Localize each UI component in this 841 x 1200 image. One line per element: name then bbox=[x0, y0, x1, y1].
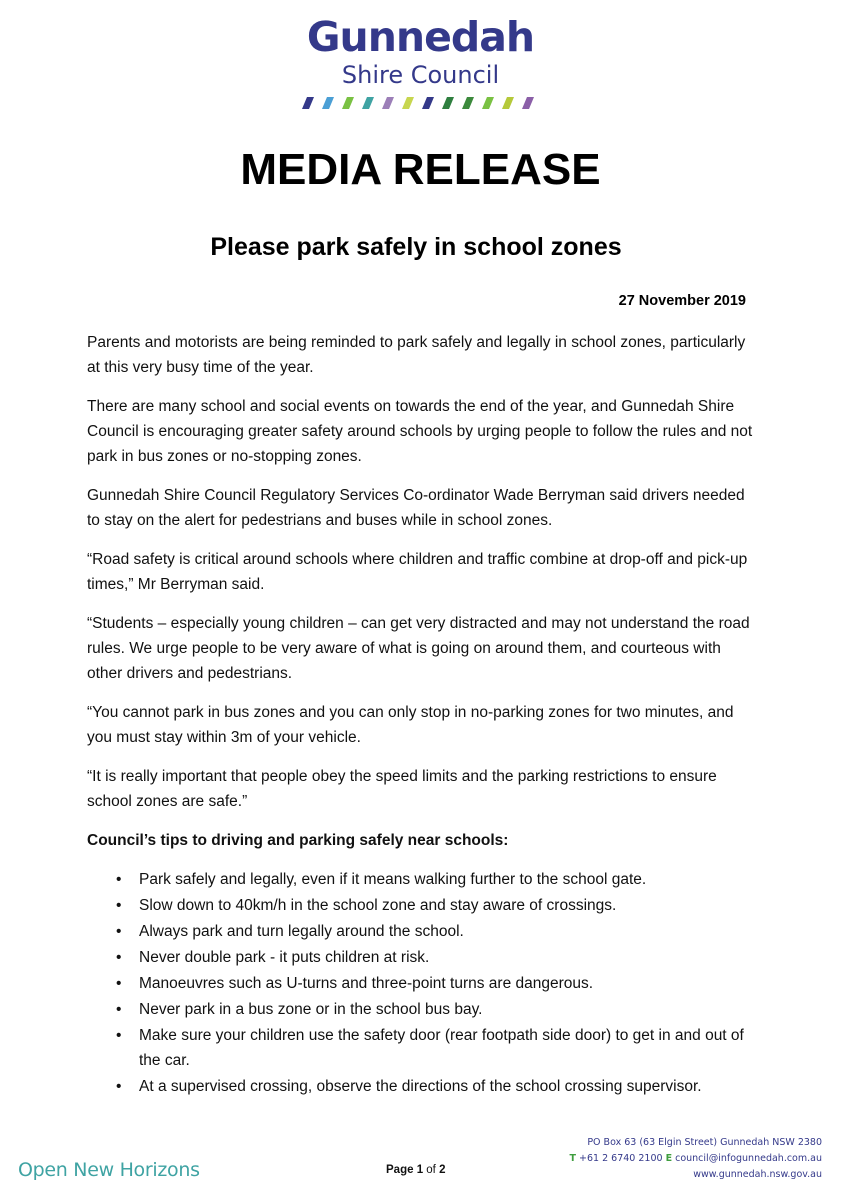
phone-label: T bbox=[569, 1153, 576, 1164]
logo-stripe bbox=[482, 97, 494, 109]
page-current: 1 bbox=[416, 1164, 424, 1176]
logo-stripe bbox=[362, 97, 374, 109]
bullet-icon: • bbox=[116, 1027, 122, 1044]
list-item bbox=[87, 1074, 759, 1099]
logo-stripe bbox=[322, 97, 334, 109]
tip-text: Never park in a bus zone or in the school bus bay. bbox=[139, 1001, 483, 1018]
logo-stripe bbox=[462, 97, 474, 109]
email-label: E bbox=[665, 1153, 673, 1164]
logo-stripe-graphic bbox=[298, 96, 538, 110]
tip-text: Park safely and legally, even if it means walking further to the school gate. bbox=[139, 871, 647, 888]
tips-heading: Council’s tips to driving and parking safely near schools: bbox=[87, 832, 509, 849]
paragraph: “Students – especially young children – can get very distracted and may not understand the road rules. We urge people to be very aware of what is going on around them, and courteous with other drivers and pedestrians. bbox=[87, 615, 750, 682]
release-body bbox=[87, 330, 759, 1100]
logo-stripe bbox=[502, 97, 514, 109]
logo-stripe bbox=[442, 97, 454, 109]
list-item bbox=[87, 1023, 759, 1073]
list-item bbox=[87, 867, 759, 892]
page-number bbox=[386, 1164, 445, 1176]
logo-stripe bbox=[402, 97, 414, 109]
release-headline: Please park safely in school zones bbox=[210, 233, 622, 261]
release-date: 27 November 2019 bbox=[618, 293, 746, 309]
list-item bbox=[87, 919, 759, 944]
logo-name: Gunnedah bbox=[306, 13, 535, 61]
footer-email: council@infogunnedah.com.au bbox=[675, 1153, 822, 1164]
paragraph: Gunnedah Shire Council Regulatory Services Co-ordinator Wade Berryman said drivers needed to stay on the alert for pedestrians and buses while in school zones. bbox=[87, 487, 745, 529]
document-title: MEDIA RELEASE bbox=[240, 145, 601, 194]
paragraph: “Road safety is critical around schools where children and traffic combine at drop-off and pick-up times,” Mr Berryman said. bbox=[87, 551, 748, 593]
paragraph: Parents and motorists are being reminded to park safely and legally in school zones, particularly at this very busy time of the year. bbox=[87, 334, 746, 376]
logo-stripe bbox=[522, 97, 534, 109]
tip-text: Make sure your children use the safety door (rear footpath side door) to get in and out of the car. bbox=[139, 1027, 744, 1069]
list-item bbox=[87, 893, 759, 918]
paragraph: “You cannot park in bus zones and you can only stop in no-parking zones for two minutes, and you must stay within 3m of your vehicle. bbox=[87, 704, 734, 746]
list-item bbox=[87, 945, 759, 970]
logo-stripe bbox=[422, 97, 434, 109]
paragraph: There are many school and social events on towards the end of the year, and Gunnedah Shire Council is encouraging greater safety around schools by urging people to follow the rules and not park in bus zones or no-stopping zones. bbox=[87, 398, 753, 465]
bullet-icon: • bbox=[116, 871, 122, 888]
tip-text: Manoeuvres such as U-turns and three-point turns are dangerous. bbox=[139, 975, 594, 992]
tip-text: Never double park - it puts children at risk. bbox=[139, 949, 430, 966]
footer-contact bbox=[570, 1135, 822, 1183]
bullet-icon: • bbox=[116, 949, 122, 966]
tips-list bbox=[87, 867, 759, 1099]
logo-stripe bbox=[342, 97, 354, 109]
logo-stripe bbox=[302, 97, 314, 109]
logo-stripe bbox=[382, 97, 394, 109]
footer-website: www.gunnedah.nsw.gov.au bbox=[693, 1169, 822, 1180]
page-of: of bbox=[423, 1164, 440, 1176]
page-total: 2 bbox=[439, 1164, 446, 1176]
list-item bbox=[87, 997, 759, 1022]
footer-phone: +61 2 6740 2100 bbox=[579, 1153, 663, 1164]
council-logo bbox=[0, 14, 841, 89]
bullet-icon: • bbox=[116, 923, 122, 940]
bullet-icon: • bbox=[116, 1078, 122, 1095]
bullet-icon: • bbox=[116, 975, 122, 992]
logo-subtitle: Shire Council bbox=[341, 61, 500, 89]
list-item bbox=[87, 971, 759, 996]
paragraph: “It is really important that people obey the speed limits and the parking restrictions to ensure school zones are safe.” bbox=[87, 768, 717, 810]
tip-text: Slow down to 40km/h in the school zone and stay aware of crossings. bbox=[139, 897, 617, 914]
tip-text: Always park and turn legally around the school. bbox=[139, 923, 464, 940]
bullet-icon: • bbox=[116, 897, 122, 914]
footer-slogan: Open New Horizons bbox=[18, 1159, 200, 1181]
footer-address: PO Box 63 (63 Elgin Street) Gunnedah NSW 2380 bbox=[587, 1137, 822, 1148]
page-label: Page bbox=[386, 1164, 417, 1176]
tip-text: At a supervised crossing, observe the directions of the school crossing supervisor. bbox=[139, 1078, 702, 1095]
bullet-icon: • bbox=[116, 1001, 122, 1018]
footer-phone-email bbox=[570, 1151, 822, 1167]
